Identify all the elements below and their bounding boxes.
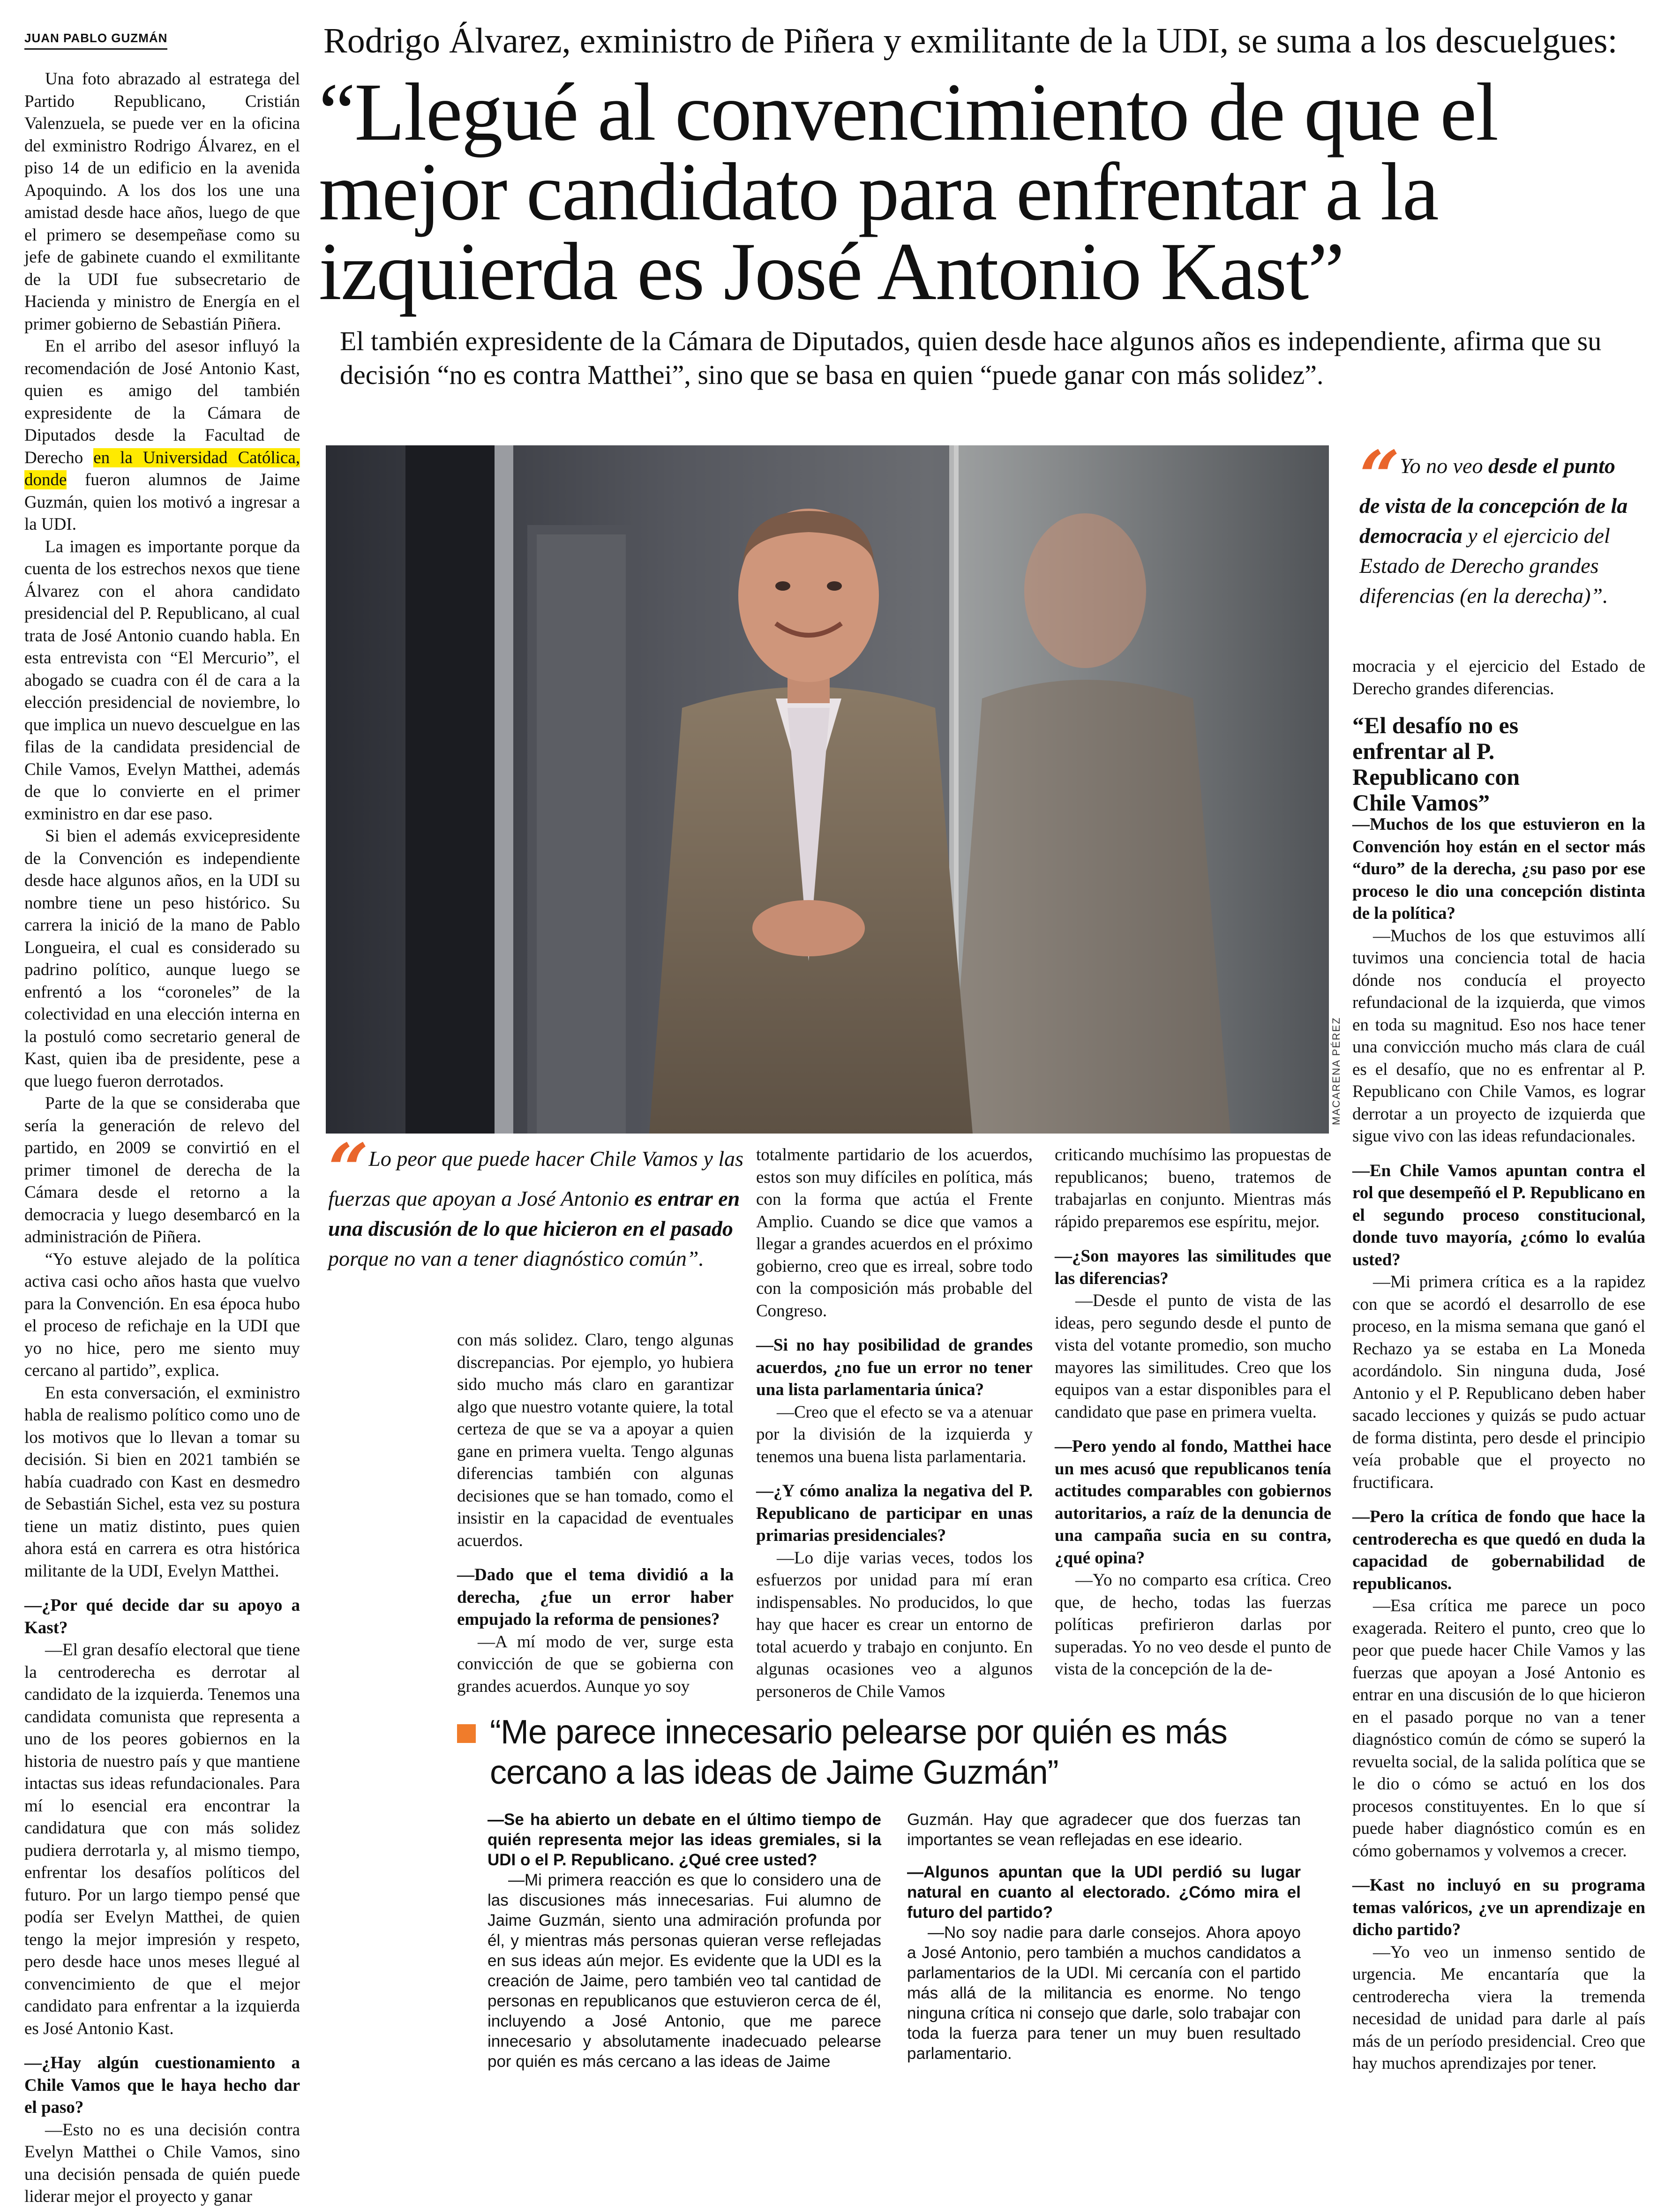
interview-question: —Muchos de los que estuvieron en la Convención hoy están en el sector más “duro” de la derecha, ¿su paso por ese proceso le dio una concepción distinta de la política?	[1352, 815, 1645, 923]
right-column-top	[1352, 655, 1645, 700]
interview-answer: con más solidez. Claro, tengo algunas discrepancias. Por ejemplo, yo hubiera sido mucho más claro en garantizar algo que nuestro votante quiere, la total certeza de que se va a apoyar a quien gane en primera vuelta. Tengo algunas diferencias también con algunas decisiones que se han tomado, como el insistir en la capacidad de eventuales acuerdos.	[457, 1330, 734, 1550]
paragraph: En esta conversación, el exministro habla de realismo político como uno de los motivos que lo llevan a tomar su decisión. Si bien en 2021 también se había cuadrado con Kast en desmedro de Sebastián Sichel, esta vez su postura tiene un matiz distinto, pues quien ahora está en carrera es otra histórica militante de la UDI, Evelyn Matthei.	[24, 1383, 300, 1581]
interview-question: —¿Hay algún cuestionamiento a Chile Vamos que le haya hecho dar el paso?	[24, 2053, 300, 2117]
paragraph: La imagen es importante porque da cuenta de los estrechos nexos que tiene Álvarez con el ahora candidato presidencial del P. Republicano, al cual trata de José Antonio cuando habla. En esta entrevista con “El Mercurio”, el abogado se cuadra con él de cara a la elección presidencial de noviembre, lo que implica un nuevo descuelgue en las filas de la candidata presidencial de Chile Vamos, Evelyn Matthei, además de que lo convierte en el primer exministro en dar ese paso.	[24, 537, 300, 824]
middle-column-3	[1055, 1144, 1331, 1681]
right-column	[1352, 813, 1645, 2075]
paragraph: Una foto abrazado al estratega del Partido Republicano, Cristián Valenzuela, se puede ver en la oficina del exministro Rodrigo Álvarez, en el piso 14 de un edificio en la avenida Apoquindo. A los dos los une una amistad desde hace años, luego de que el primero se desempeñase como su jefe de gabinete cuando el exmilitante de la UDI fue subsecretario de Hacienda y ministro de Energía en el primer gobierno de Sebastián Piñera.	[24, 69, 300, 334]
paragraph: Parte de la que se consideraba que sería la generación de relevo del partido, en 2009 se convirtió en el primer timonel de derecha de la Cámara desde el retorno a la democracia y luego desembarcó en la administración de Piñera.	[24, 1094, 300, 1247]
interview-answer: —Esto no es una decisión contra Evelyn Matthei o Chile Vamos, sino una decisión pensada de quién puede liderar mejor el proyecto y ganar	[24, 2120, 300, 2206]
portrait-illustration	[326, 445, 1329, 1134]
interview-question: —Algunos apuntan que la UDI perdió su lugar natural en cuanto al electorado. ¿Cómo mira el futuro del partido?	[907, 1863, 1301, 1922]
left-column	[24, 68, 300, 2208]
interview-answer: —Creo que el efecto se va a atenuar por la división de la izquierda y tenemos una buena lista parlamentaria.	[756, 1402, 1033, 1466]
interview-answer: mocracia y el ejercicio del Estado de Derecho grandes diferencias.	[1352, 657, 1645, 698]
interview-answer: —Yo no comparto esa crítica. Creo que, de hecho, todas las fuerzas políticas prefirieron darlas por superadas. Yo no veo desde el punto de vista de la concepción de la de-	[1055, 1570, 1331, 1679]
interview-answer: criticando muchísimo las propuestas de republicanos; bueno, tratemos de trabajarlas en conjunto. Mientras más rápido preparemos ese espíritu, mejor.	[1055, 1145, 1331, 1232]
interview-question: —En Chile Vamos apuntan contra el rol que desempeñó el P. Republicano en el segundo proceso constitucional, donde tuvo mayoría, ¿cómo lo evalúa usted?	[1352, 1161, 1645, 1269]
paragraph: “Yo estuve alejado de la política activa casi ocho años hasta que vuelvo para la Convención. En esa época hubo el proceso de refichaje en la UDI que yo no hice, pero me siento muy cercano al partido”, explica.	[24, 1249, 300, 1380]
box-title	[457, 1712, 1348, 1793]
paragraph: Si bien el además exvicepresidente de la Convención es independiente desde hace algunos años, en la UDI su nombre tiene un peso histórico. Su carrera la inició de la mano de Pablo Longueira, el cual es considerado su padrino político, aunque luego se enfrentó a los “coroneles” de la colectividad en una elección interna en la postuló como secretario general de Kast, quien iba de presidente, pese a que luego fueron derrotados.	[24, 826, 300, 1091]
quote-mark-icon: “	[328, 1128, 360, 1211]
kicker: Rodrigo Álvarez, exministro de Piñera y exmilitante de la UDI, se suma a los descuelgues:	[323, 21, 1618, 60]
headline: “Llegué al convencimiento de que el mejor candidato para enfrentar a la izquierda es José Antonio Kast”	[319, 67, 1498, 317]
pull-quote-left: “ Lo peor que puede hacer Chile Vamos y las fuerzas que apoyan a José Antonio es entrar en una discusión de lo que hicieron en el pasado porque no van a tener diagnóstico común”.	[328, 1128, 744, 1270]
interview-question: —¿Por qué decide dar su apoyo a Kast?	[24, 1596, 300, 1637]
box-column-1	[488, 1810, 881, 2072]
interview-answer: —Lo dije varias veces, todos los esfuerzos por unidad para mí eran indispensables. No producidos, lo que hay que hacer es crear un entorno de total acuerdo y trabajo en conjunto. En algunas ocasiones veo a algunos personeros de Chile Vamos	[756, 1548, 1033, 1701]
interview-question: —Dado que el tema dividió a la derecha, ¿fue un error haber empujado la reforma de pensiones?	[457, 1565, 734, 1629]
middle-column-2	[756, 1144, 1033, 1703]
interview-question: —¿Y cómo analiza la negativa del P. Republicano de participar en unas primarias presidenciales?	[756, 1481, 1033, 1545]
section-subhead: “El desafío no es enfrentar al P. Republicano con Chile Vamos”	[1352, 712, 1520, 816]
interview-answer: —Esa crítica me parece un poco exagerada. Reitero el punto, creo que lo peor que puede hacer Chile Vamos y las fuerzas que apoyan a José Antonio es entrar en una discusión de lo que hicieron en el pasado porque no van a tener diagnóstico común de cómo se superó la revuelta social, de la salida política que se le dio o cómo se actuó en los dos procesos constituyentes. En lo que sí puede haber diagnóstico común es en cómo gobernamos y volvemos a crecer.	[1352, 1596, 1645, 1861]
interview-answer: —No soy nadie para darle consejos. Ahora apoyo a José Antonio, pero también a muchos candidatos a parlamentarios de la UDI. Mi cercanía con el partido más allá de la militancia es enorme. No tengo ninguna crítica ni consejo que darle, solo trabajar con toda la fuerza para tener un muy buen resultado parlamentario.	[907, 1923, 1301, 2063]
interview-answer: —Desde el punto de vista de las ideas, pero segundo desde el punto de vista del votante promedio, son mucho mayores las similitudes. Creo que los equipos van a estar disponibles para el candidato que pase en primera vuelta.	[1055, 1291, 1331, 1422]
interview-question: —Kast no incluyó en su programa temas valóricos, ¿ve un aprendizaje en dicho partido?	[1352, 1876, 1645, 1939]
interview-answer: —El gran desafío electoral que tiene la centroderecha es derrotar al candidato de la izquierda. Tenemos una candidata comunista que representa a uno de los peores gobiernos en la historia de nuestro país y que mantiene intactas sus ideas refundacionales. Para mí lo esencial era encontrar la candidatura que con más solidez pudiera derrotarla y, al mismo tiempo, enfrentar los desafíos políticos del futuro. Por un largo tiempo pensé que podía ser Evelyn Matthei, de quien tengo la mejor impresión y respeto, pero desde hace unos meses llegué al convencimiento de que el mejor candidato para enfrentar a la izquierda es José Antonio Kast.	[24, 1640, 300, 2038]
interview-question: —Se ha abierto un debate en el último tiempo de quién representa mejor las ideas gremiales, si la UDI o el P. Republicano. ¿Qué cree usted?	[488, 1810, 881, 1869]
interview-question: —Si no hay posibilidad de grandes acuerdos, ¿no fue un error no tener una lista parlamentaria única?	[756, 1336, 1033, 1399]
portrait-photo	[326, 445, 1329, 1134]
interview-answer: —Muchos de los que estuvimos allí tuvimos una conciencia total de hacia dónde nos conducía el proyecto refundacional de la izquierda, que vimos en toda su magnitud. Eso nos hace tener una convicción mucho más clara de cuál es el desafío, que no es enfrentar al P. Republicano con Chile Vamos, es lograr derrotar a un proyecto de izquierda que sigue vivo con las ideas refundacionales.	[1352, 926, 1645, 1146]
box-column-2	[907, 1810, 1301, 2064]
byline: JUAN PABLO GUZMÁN	[24, 31, 167, 50]
photo-credit: MACARENA PÉREZ	[1330, 1017, 1342, 1125]
interview-answer: —Mi primera crítica es a la rapidez con que se acordó el desarrollo de ese proceso, en la misma semana que ganó el Rechazo ya se estaba en La Moneda acordándolo. Sin ninguna duda, José Antonio y el P. Republicano deben haber sacado lecciones y quizás se pudo actuar de forma distinta, pero desde el principio veía probable que el proyecto no fructificara.	[1352, 1272, 1645, 1492]
interview-question: —Pero yendo al fondo, Matthei hace un mes acusó que republicanos tenía actitudes comparables con gobiernos autoritarios, a raíz de la denuncia de una campaña sucia en su contra, ¿qué opina?	[1055, 1437, 1331, 1568]
highlighted-text: en la Universidad Católica, donde	[24, 448, 300, 489]
paragraph: En el arribo del asesor influyó la recomendación de José Antonio Kast, quien es amigo del también expresidente de la Cámara de Diputados desde la Facultad de Derecho en la Universidad Católica, donde fueron alumnos de Jaime Guzmán, quien los motivó a ingresar a la UDI.	[24, 337, 300, 534]
interview-question: —¿Son mayores las similitudes que las diferencias?	[1055, 1247, 1331, 1288]
middle-column-1	[457, 1329, 734, 1697]
interview-answer: —Yo veo un inmenso sentido de urgencia. Me encantaría que la centroderecha viera la tremenda necesidad de unidad para darle al país más de un período presidencial. Creo que hay muchos aprendizajes por tener.	[1352, 1942, 1645, 2073]
quote-mark-icon: “	[1359, 436, 1392, 518]
deck: El también expresidente de la Cámara de Diputados, quien desde hace algunos años es independiente, afirma que su decisión “no es contra Matthei”, sino que se basa en quien “puede ganar con más solidez”.	[340, 326, 1602, 390]
pull-quote-right: “ Yo no veo desde el punto de vista de la concepción de la democracia y el ejercicio del Estado de Derecho grandes diferencias (en la derecha)”.	[1359, 436, 1628, 608]
interview-answer: Guzmán. Hay que agradecer que dos fuerzas tan importantes se vean reflejadas en ese ideario.	[907, 1810, 1301, 1849]
box-title-text: “Me parece innecesario pelearse por quién es más cercano a las ideas de Jaime Guzmán”	[490, 1713, 1227, 1791]
interview-question: —Pero la crítica de fondo que hace la centroderecha es que quedó en duda la capacidad de gobernabilidad de republicanos.	[1352, 1507, 1645, 1593]
interview-answer: —A mí modo de ver, surge esta convicción de que se gobierna con grandes acuerdos. Aunque yo soy	[457, 1632, 734, 1696]
interview-answer: —Mi primera reacción es que lo considero una de las discusiones más innecesarias. Fui alumno de Jaime Guzmán, siento una admiración profunda por él, y mientras más personas quieran verse reflejadas en sus ideas aún mejor. Es evidente que la UDI es la creación de Jaime, pero también veo tal cantidad de personas en republicanos que estuvieron cerca de él, incluyendo a José Antonio, que me parece innecesario y absolutamente inadecuado pelearse por quién es más cercano a las ideas de Jaime	[488, 1871, 881, 2071]
interview-answer: totalmente partidario de los acuerdos, estos son muy difíciles en política, más con la forma que actúa el Frente Amplio. Cuando se dice que vamos a llegar a grandes acuerdos en el próximo gobierno, creo que es irreal, sobre todo con la composición más probable del Congreso.	[756, 1145, 1033, 1321]
